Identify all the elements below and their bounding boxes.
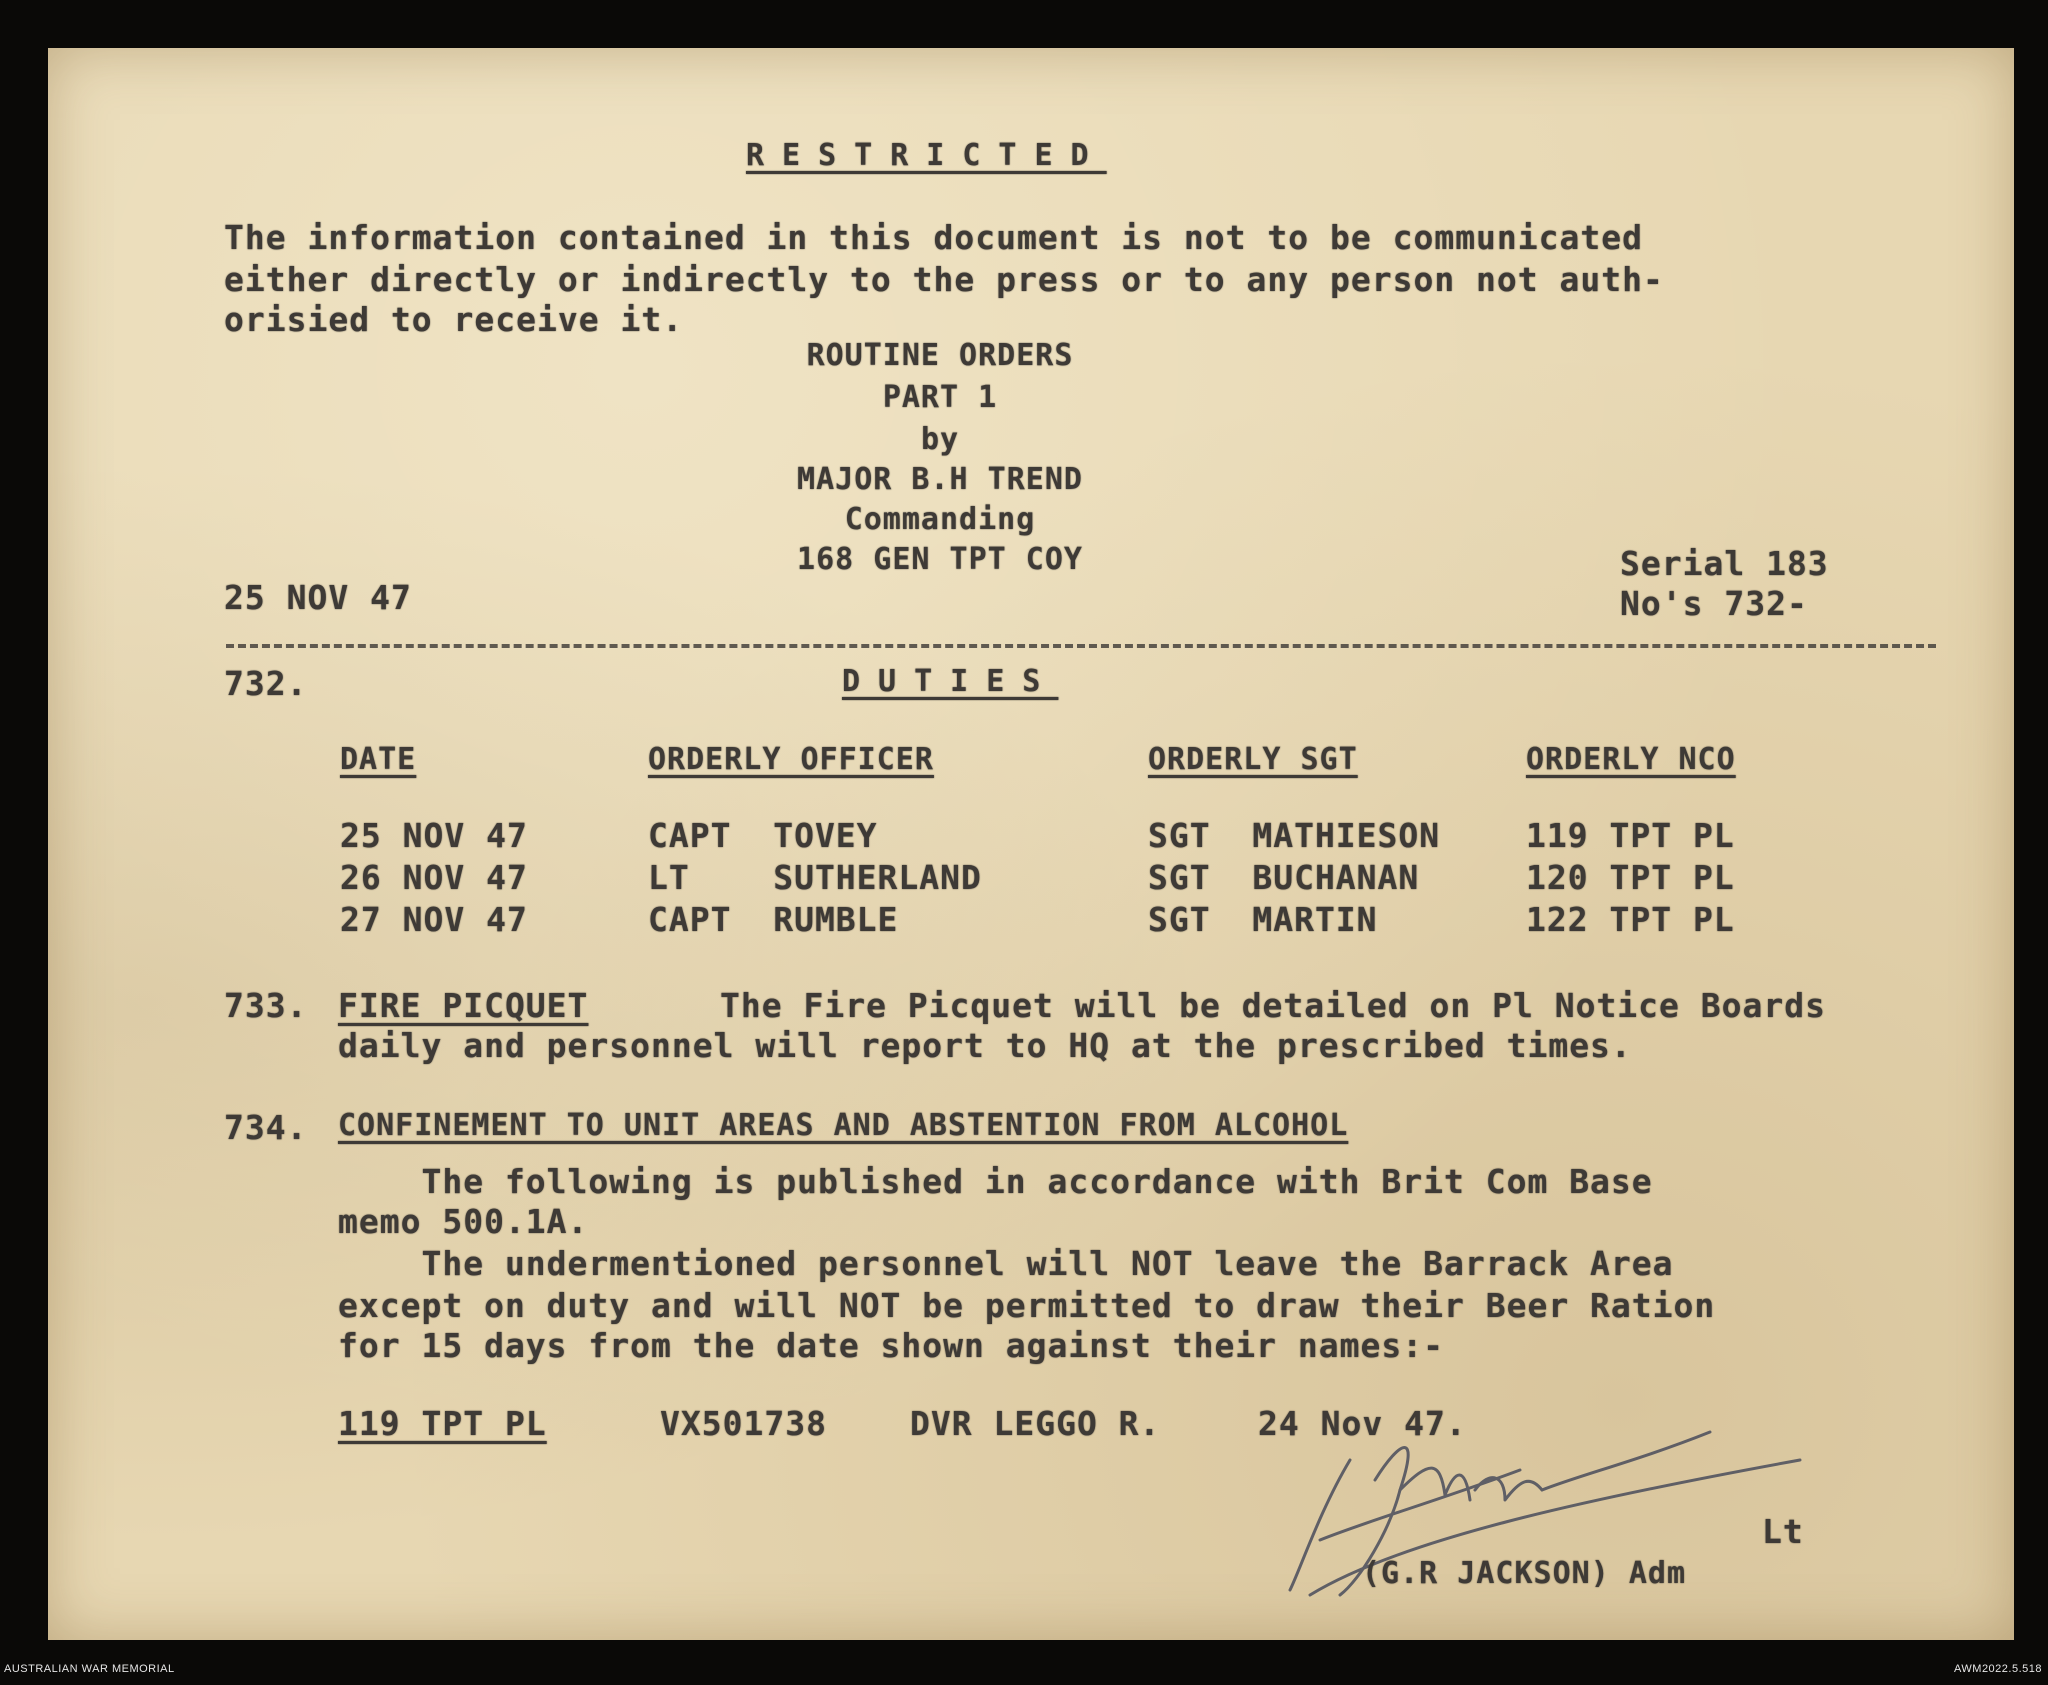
title-part: PART 1: [882, 380, 998, 415]
col-header-officer: ORDERLY OFFICER: [648, 742, 934, 777]
title-commanding: Commanding: [844, 502, 1036, 537]
notice-line-1: The information contained in this document is not to be communicated: [224, 218, 1644, 257]
row-2-officer: LT SUTHERLAND: [648, 858, 982, 897]
title-unit: 168 GEN TPT COY: [797, 542, 1083, 577]
notice-line-2: either directly or indirectly to the press or to any person not auth-: [224, 260, 1664, 299]
confinement-heading: CONFINEMENT TO UNIT AREAS AND ABSTENTION FROM ALCOHOL: [338, 1108, 1349, 1143]
row-1-nco: 119 TPT PL: [1526, 816, 1735, 855]
notice-line-3: orisied to receive it.: [224, 300, 684, 339]
row-1-date: 25 NOV 47: [340, 816, 528, 855]
row-3-officer: CAPT RUMBLE: [648, 900, 899, 939]
separator-rule: [226, 644, 1936, 648]
footer-accession-number: AWM2022.5.518: [1953, 1663, 2042, 1675]
title-commander: MAJOR B.H TREND: [797, 462, 1083, 497]
confinement-line-1: The following is published in accordance with Brit Com Base: [338, 1162, 1653, 1201]
row-1-sgt: SGT MATHIESON: [1148, 816, 1441, 855]
signature-rank: Lt: [1762, 1512, 1804, 1551]
row-1-officer: CAPT TOVEY: [648, 816, 878, 855]
row-2-sgt: SGT BUCHANAN: [1148, 858, 1420, 897]
col-header-nco: ORDERLY NCO: [1526, 742, 1736, 777]
fire-picquet-line-2: daily and personnel will report to HQ at the prescribed times.: [338, 1026, 1632, 1065]
item-732-number: 732.: [224, 664, 308, 703]
col-header-date: DATE: [340, 742, 417, 777]
confinement-line-4: except on duty and will NOT be permitted to draw their Beer Ration: [338, 1286, 1716, 1325]
footer-archive-label: AUSTRALIAN WAR MEMORIAL: [4, 1663, 175, 1675]
row-3-nco: 122 TPT PL: [1526, 900, 1735, 939]
entry-unit: 119 TPT PL: [338, 1404, 547, 1443]
entry-date: 24 Nov 47.: [1258, 1404, 1467, 1443]
restricted-heading: RESTRICTED: [746, 138, 1107, 173]
confinement-line-3: The undermentioned personnel will NOT leave the Barrack Area: [338, 1244, 1674, 1283]
item-733-number: 733.: [224, 986, 308, 1025]
title-by: by: [920, 422, 960, 457]
row-2-date: 26 NOV 47: [340, 858, 528, 897]
confinement-line-5: for 15 days from the date shown against their names:-: [338, 1326, 1444, 1365]
col-header-sgt: ORDERLY SGT: [1148, 742, 1358, 777]
signature-name: (G.R JACKSON) Adm: [1362, 1556, 1687, 1591]
entry-service-number: VX501738: [660, 1404, 827, 1443]
fire-picquet-heading: FIRE PICQUET: [338, 986, 589, 1025]
item-734-number: 734.: [224, 1108, 308, 1147]
confinement-line-2: memo 500.1A.: [338, 1202, 589, 1241]
fire-picquet-line-1: The Fire Picquet will be detailed on Pl Notice Boards: [720, 986, 1826, 1025]
order-numbers: No's 732-: [1620, 584, 1808, 623]
row-3-sgt: SGT MARTIN: [1148, 900, 1378, 939]
order-date: 25 NOV 47: [224, 578, 412, 617]
duties-heading: DUTIES: [842, 664, 1059, 699]
title-routine-orders: ROUTINE ORDERS: [806, 338, 1074, 373]
row-2-nco: 120 TPT PL: [1526, 858, 1735, 897]
serial-number: Serial 183: [1620, 544, 1829, 583]
entry-name: DVR LEGGO R.: [910, 1404, 1161, 1443]
row-3-date: 27 NOV 47: [340, 900, 528, 939]
